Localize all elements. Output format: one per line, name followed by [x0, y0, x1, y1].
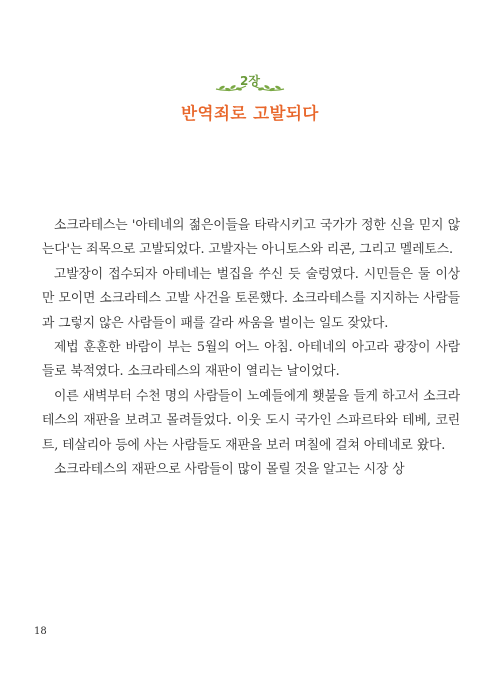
body-text: [42, 214, 460, 482]
chapter-header: [0, 70, 500, 124]
paragraph: 소크라테스는 '아테네의 젊은이들을 타락시키고 국가가 정한 신을 믿지 않는다'는 죄목으로 고발되었다. 고발자는 아니토스와 리콘, 그리고 멜레토스.: [42, 218, 460, 258]
paragraph: 제법 훈훈한 바람이 부는 5월의 어느 아침. 아테네의 아고라 광장이 사람들로 북적였다. 소크라테스의 재판이 열리는 날이었다.: [42, 340, 460, 380]
paragraph: 이른 새벽부터 수천 명의 사람들이 노예들에게 횃불을 들게 하고서 소크라테스의 재판을 보려고 몰려들었다. 이웃 도시 국가인 스파르타와 테베, 코린트, 테살리아 등에 사는 사람들도 재판을 보러 며칠에 걸쳐 아테네로 왔다.: [42, 388, 460, 453]
page-number: 18: [34, 626, 47, 637]
paragraph: 소크라테스의 재판으로 사람들이 많이 몰릴 것을 알고는 시장 상: [54, 462, 405, 478]
chapter-number-block: [210, 70, 290, 94]
paragraph: 고발장이 접수되자 아테네는 벌집을 쑤신 듯 술렁였다. 시민들은 둘 이상만 모이면 소크라테스 고발 사건을 토론했다. 소크라테스를 지지하는 사람들과 그렇지 않은 사람들이 패를 갈라 싸움을 벌이는 일도 잦았다.: [42, 266, 460, 331]
chapter-number: 2장: [240, 74, 260, 88]
chapter-title: 반역죄로 고발되다: [181, 104, 319, 123]
